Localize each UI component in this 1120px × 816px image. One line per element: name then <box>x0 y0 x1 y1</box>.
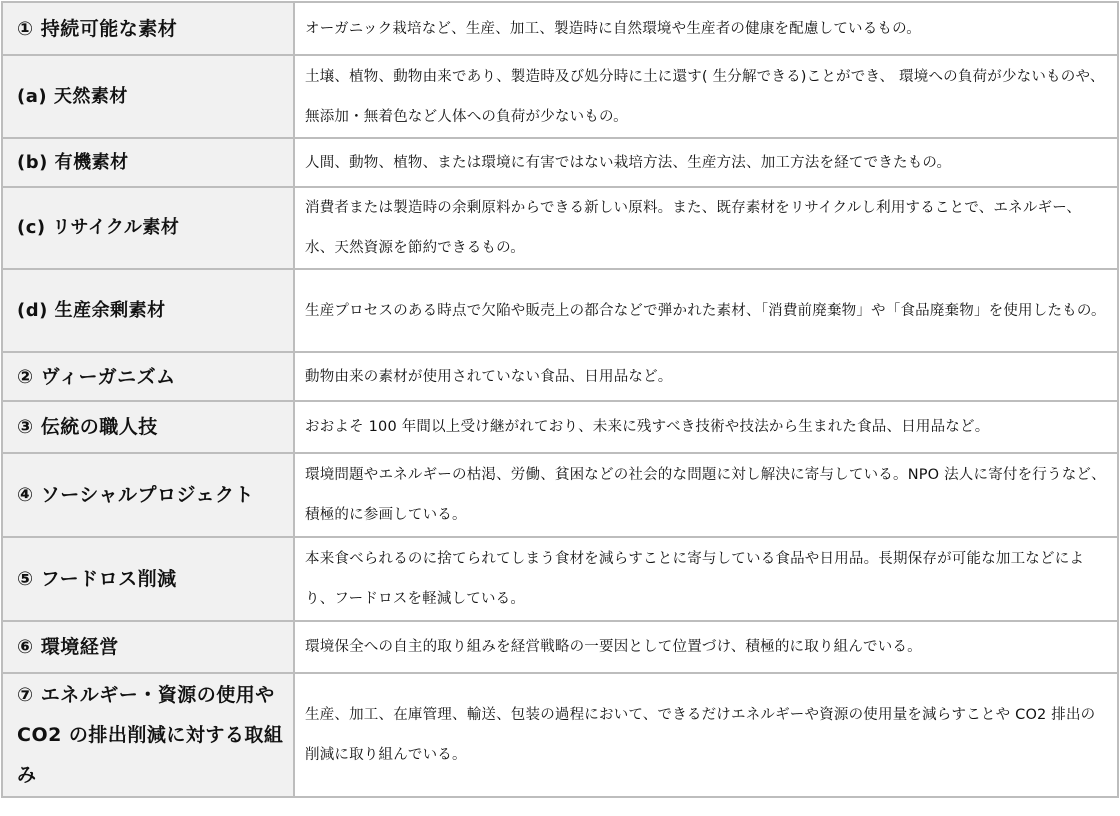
table-row <box>2 401 1118 453</box>
table-row <box>2 673 1118 797</box>
table-row <box>2 2 1118 55</box>
description-cell: 生産プロセスのある時点で欠陥や販売上の都合などで弾かれた素材、「消費前廃棄物」や「食品廃棄物」を使用したもの。 <box>294 269 1118 352</box>
term-cell: ⑦ エネルギー・資源の使用や CO2 の排出削減に対する取組み <box>2 673 294 797</box>
table-row <box>2 537 1118 621</box>
description-cell: 環境問題やエネルギーの枯渇、労働、貧困などの社会的な問題に対し解決に寄与している。NPO 法人に寄付を行うなど、積極的に参画している。 <box>294 453 1118 537</box>
description-cell: オーガニック栽培など、生産、加工、製造時に自然環境や生産者の健康を配慮しているもの。 <box>294 2 1118 55</box>
table-row <box>2 621 1118 673</box>
table-row <box>2 138 1118 187</box>
table-row <box>2 453 1118 537</box>
term-cell: (b) 有機素材 <box>2 138 294 187</box>
table-row <box>2 352 1118 401</box>
criteria-table-body <box>2 2 1118 797</box>
term-cell: (a) 天然素材 <box>2 55 294 138</box>
table-row <box>2 55 1118 138</box>
description-cell: おおよそ 100 年間以上受け継がれており、未来に残すべき技術や技法から生まれた食品、日用品など。 <box>294 401 1118 453</box>
term-cell: ② ヴィーガニズム <box>2 352 294 401</box>
term-cell: ③ 伝統の職人技 <box>2 401 294 453</box>
sustainability-criteria-table <box>1 1 1119 798</box>
term-cell: (d) 生産余剰素材 <box>2 269 294 352</box>
term-cell: ⑤ フードロス削減 <box>2 537 294 621</box>
description-cell: 本来食べられるのに捨てられてしまう食材を減らすことに寄与している食品や日用品。長期保存が可能な加工などにより、フードロスを軽減している。 <box>294 537 1118 621</box>
description-cell: 動物由来の素材が使用されていない食品、日用品など。 <box>294 352 1118 401</box>
term-cell: ① 持続可能な素材 <box>2 2 294 55</box>
table-row <box>2 269 1118 352</box>
table-row <box>2 187 1118 269</box>
description-cell: 消費者または製造時の余剰原料からできる新しい原料。また、既存素材をリサイクルし利用することで、エネルギー、水、天然資源を節約できるもの。 <box>294 187 1118 269</box>
description-cell: 環境保全への自主的取り組みを経営戦略の一要因として位置づけ、積極的に取り組んでいる。 <box>294 621 1118 673</box>
term-cell: ⑥ 環境経営 <box>2 621 294 673</box>
description-cell: 人間、動物、植物、または環境に有害ではない栽培方法、生産方法、加工方法を経てできたもの。 <box>294 138 1118 187</box>
term-cell: (c) リサイクル素材 <box>2 187 294 269</box>
description-cell: 土壌、植物、動物由来であり、製造時及び処分時に土に還す( 生分解できる)ことができ、 環境への負荷が少ないものや、無添加・無着色など人体への負荷が少ないもの。 <box>294 55 1118 138</box>
term-cell: ④ ソーシャルプロジェクト <box>2 453 294 537</box>
description-cell: 生産、加工、在庫管理、輸送、包装の過程において、できるだけエネルギーや資源の使用量を減らすことや CO2 排出の削減に取り組んでいる。 <box>294 673 1118 797</box>
